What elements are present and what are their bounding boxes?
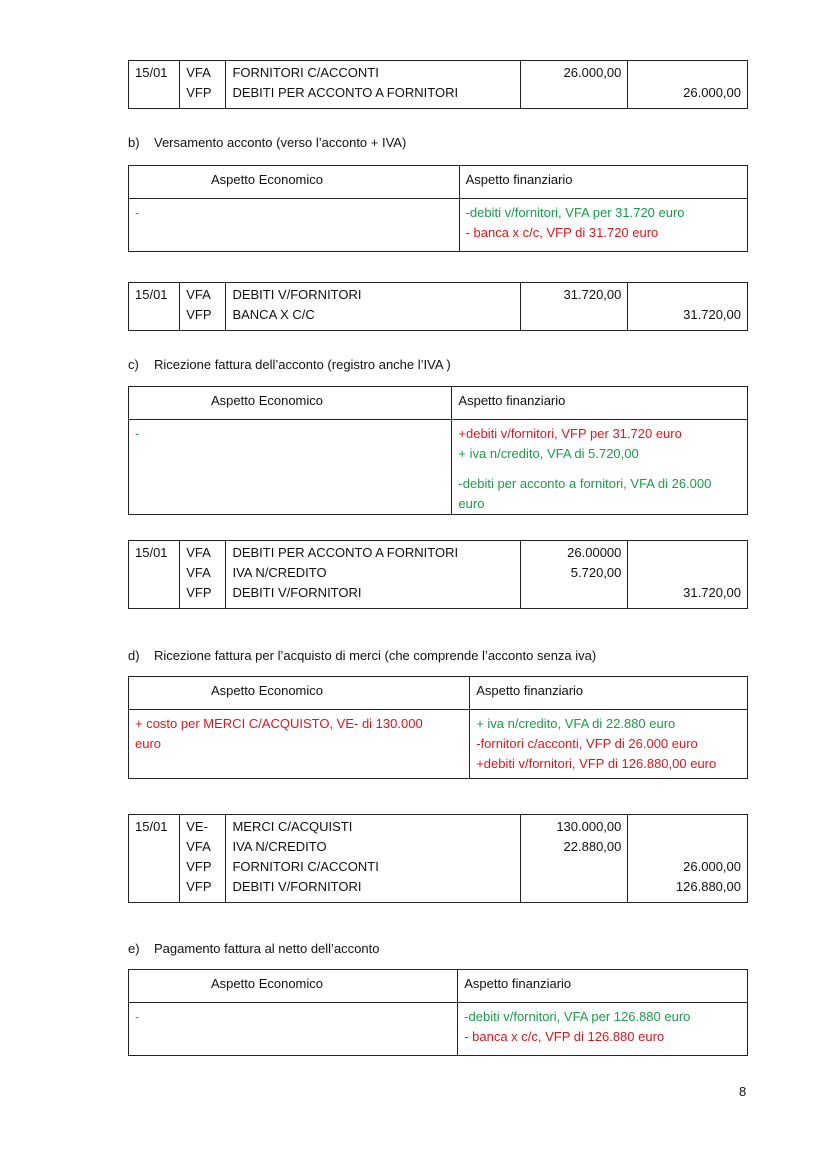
journal-accounts [226, 61, 520, 109]
fin-line: -debiti v/fornitori, VFA per 31.720 euro [465, 205, 685, 220]
section-letter: b) [128, 135, 140, 150]
dare-cell [527, 305, 622, 325]
table-row [129, 541, 748, 609]
table-header-row [129, 970, 748, 1003]
section-letter: e) [128, 941, 140, 956]
journal-avere [628, 541, 748, 609]
eco-cell [129, 420, 452, 515]
code-cell: VFA [186, 65, 211, 80]
journal-date: 15/01 [129, 541, 180, 609]
fin-line: -debiti v/fornitori, VFA per 126.880 euro [464, 1009, 691, 1024]
dare-cell [527, 583, 622, 603]
header-finanziario: Aspetto finanziario [458, 970, 748, 1003]
fin-cell [452, 420, 748, 515]
table-row [129, 61, 748, 109]
fin-cell [459, 199, 747, 252]
journal-table-a [128, 60, 748, 109]
header-economico: Aspetto Economico [129, 166, 460, 199]
dare-cell: 26.00000 [567, 545, 622, 560]
dare-cell: 5.720,00 [570, 565, 622, 580]
code-cell: VFA [186, 839, 211, 854]
journal-dare [520, 815, 628, 903]
journal-avere [628, 815, 748, 903]
code-cell: VFP [186, 585, 212, 600]
aspect-table-b [128, 165, 748, 252]
fin-line: -debiti per acconto a fornitori, VFA di 26.000 [458, 476, 712, 491]
section-title-e [128, 941, 379, 956]
avere-cell [634, 837, 741, 857]
journal-codes [180, 815, 226, 903]
account-cell: DEBITI V/FORNITORI [232, 585, 362, 600]
code-cell: VFA [186, 565, 211, 580]
aspect-table-c [128, 386, 748, 515]
section-title-c [128, 357, 451, 372]
journal-accounts [226, 541, 520, 609]
code-cell: VFA [186, 545, 211, 560]
eco-text: - [135, 426, 140, 441]
table-header-row [129, 387, 748, 420]
avere-cell: 31.720,00 [683, 585, 741, 600]
eco-text: - [135, 1009, 140, 1024]
code-cell: VE- [186, 819, 208, 834]
code-cell: VFP [186, 859, 212, 874]
header-economico: Aspetto Economico [129, 387, 452, 420]
section-title-d [128, 648, 596, 663]
dare-cell: 26.000,00 [563, 65, 622, 80]
account-cell: FORNITORI C/ACCONTI [232, 859, 379, 874]
section-title-b [128, 135, 406, 150]
section-text: Ricezione fattura dell’acconto (registro anche l’IVA ) [154, 357, 451, 372]
avere-cell: 31.720,00 [683, 307, 741, 322]
fin-cell [470, 710, 748, 779]
section-letter: c) [128, 357, 139, 372]
journal-table-c [128, 540, 748, 609]
dare-cell [527, 857, 622, 877]
fin-line: euro [458, 496, 485, 511]
avere-cell: 26.000,00 [683, 85, 741, 100]
header-finanziario: Aspetto finanziario [452, 387, 748, 420]
account-cell: BANCA X C/C [232, 307, 315, 322]
journal-codes [180, 283, 226, 331]
journal-date: 15/01 [129, 815, 180, 903]
header-finanziario: Aspetto finanziario [459, 166, 747, 199]
journal-date: 15/01 [129, 61, 180, 109]
header-economico: Aspetto Economico [129, 970, 458, 1003]
avere-cell [634, 543, 741, 563]
dare-cell: 31.720,00 [563, 287, 622, 302]
journal-codes [180, 61, 226, 109]
account-cell: FORNITORI C/ACCONTI [232, 65, 379, 80]
account-cell: IVA N/CREDITO [232, 565, 327, 580]
dare-cell [527, 83, 622, 103]
fin-line: - banca x c/c, VFP di 31.720 euro [465, 225, 659, 240]
account-cell: DEBITI V/FORNITORI [232, 879, 362, 894]
eco-line: + costo per MERCI C/ACQUISTO, VE- di 130.000 [135, 716, 423, 731]
journal-date: 15/01 [129, 283, 180, 331]
fin-line: + iva n/credito, VFA di 22.880 euro [476, 716, 676, 731]
section-text: Versamento acconto (verso l’acconto + IVA) [154, 135, 407, 150]
section-text: Pagamento fattura al netto dell’acconto [154, 941, 380, 956]
account-cell: MERCI C/ACQUISTI [232, 819, 353, 834]
table-header-row [129, 166, 748, 199]
table-row [129, 815, 748, 903]
code-cell: VFA [186, 287, 211, 302]
account-cell: IVA N/CREDITO [232, 839, 327, 854]
fin-line: - banca x c/c, VFP di 126.880 euro [464, 1029, 665, 1044]
section-text: Ricezione fattura per l’acquisto di merci (che comprende l’acconto senza iva) [154, 648, 597, 663]
dare-cell: 130.000,00 [556, 819, 622, 834]
account-cell: DEBITI V/FORNITORI [232, 287, 362, 302]
avere-cell [634, 817, 741, 837]
eco-cell [129, 710, 470, 779]
journal-dare [520, 541, 628, 609]
fin-line: +debiti v/fornitori, VFP di 126.880,00 euro [476, 756, 717, 771]
table-row [129, 1003, 748, 1056]
avere-cell [634, 285, 741, 305]
header-economico: Aspetto Economico [129, 677, 470, 710]
dare-cell [527, 877, 622, 897]
avere-cell: 126.880,00 [675, 879, 741, 894]
journal-accounts [226, 815, 520, 903]
table-row [129, 710, 748, 779]
code-cell: VFP [186, 307, 212, 322]
avere-cell [634, 563, 741, 583]
journal-avere [628, 61, 748, 109]
fin-line: -fornitori c/acconti, VFP di 26.000 euro [476, 736, 698, 751]
table-row [129, 199, 748, 252]
eco-line: euro [135, 736, 162, 751]
code-cell: VFP [186, 879, 212, 894]
avere-cell [634, 63, 741, 83]
dare-cell: 22.880,00 [563, 839, 622, 854]
fin-line: +debiti v/fornitori, VFP per 31.720 euro [458, 426, 682, 441]
journal-avere [628, 283, 748, 331]
aspect-table-e [128, 969, 748, 1056]
account-cell: DEBITI PER ACCONTO A FORNITORI [232, 85, 459, 100]
eco-cell [129, 1003, 458, 1056]
fin-cell [458, 1003, 748, 1056]
journal-dare [520, 61, 628, 109]
spacer [458, 464, 741, 474]
journal-table-d [128, 814, 748, 903]
journal-accounts [226, 283, 520, 331]
aspect-table-d [128, 676, 748, 779]
fin-line: + iva n/credito, VFA di 5.720,00 [458, 446, 639, 461]
section-letter: d) [128, 648, 140, 663]
eco-text: - [135, 205, 140, 220]
journal-table-b [128, 282, 748, 331]
code-cell: VFP [186, 85, 212, 100]
page-number: 8 [739, 1084, 747, 1099]
journal-dare [520, 283, 628, 331]
table-row [129, 420, 748, 515]
account-cell: DEBITI PER ACCONTO A FORNITORI [232, 545, 459, 560]
table-header-row [129, 677, 748, 710]
journal-codes [180, 541, 226, 609]
table-row [129, 283, 748, 331]
eco-cell [129, 199, 460, 252]
header-finanziario: Aspetto finanziario [470, 677, 748, 710]
avere-cell: 26.000,00 [683, 859, 741, 874]
